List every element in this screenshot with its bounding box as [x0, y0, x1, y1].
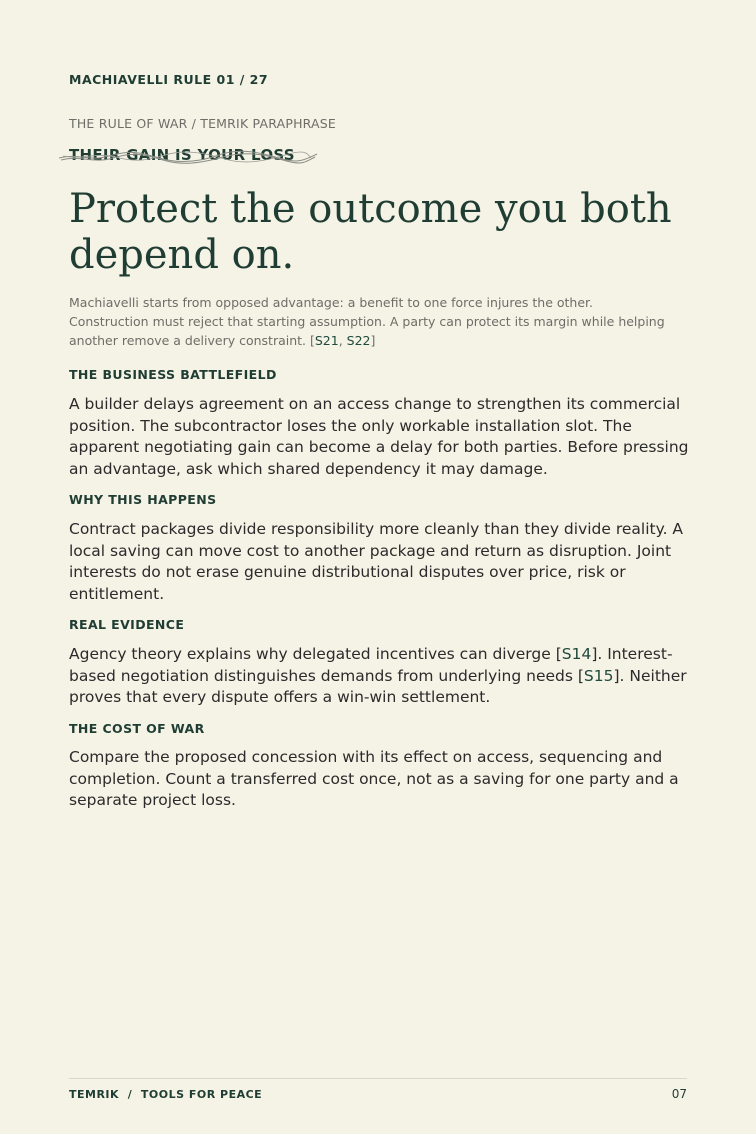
section-heading-cost: THE COST OF WAR [69, 721, 205, 736]
struck-rule [59, 144, 319, 170]
citation-close: ] [370, 333, 376, 348]
footer-divider [69, 1078, 687, 1079]
citation-link[interactable]: S14 [561, 645, 592, 663]
citation-link[interactable]: S21 [314, 333, 339, 348]
scribble-strike-icon [59, 144, 319, 170]
evidence-text-c: ]. Neither proves that every dispute offers a win-win settlement. [69, 666, 687, 707]
rule-kicker: MACHIAVELLI RULE 01 / 27 [69, 72, 269, 87]
section-label: THE RULE OF WAR / TEMRIK PARAPHRASE [69, 116, 337, 131]
section-body-battlefield: A builder delays agreement on an access change to strengthen its commercial position. The subcontractor loses the only workable installation slot. The apparent negotiating gain can become a delay for both parties. Before pressing an advantage, ask which shared dependency it may damage. [69, 395, 689, 479]
citation-link[interactable]: S22 [346, 333, 371, 348]
lede-text: Machiavelli starts from opposed advantage: a benefit to one force injures the other. Construction must reject that starting assumption. A party can protect its margin while helping another remove a delivery constraint. [ [69, 295, 665, 348]
section-body-cost: Compare the proposed concession with its effect on access, sequencing and completion. Count a transferred cost once, not as a saving for one party and a separate project loss. [69, 748, 679, 810]
citation-link[interactable]: S15 [583, 666, 614, 685]
citation-separator: , [338, 333, 347, 348]
footer-brand: TEMRIK / TOOLS FOR PEACE [69, 1088, 263, 1101]
section-heading-evidence: REAL EVIDENCE [69, 617, 185, 632]
section-heading-battlefield: THE BUSINESS BATTLEFIELD [69, 367, 277, 382]
lede-paragraph [69, 293, 669, 350]
struck-rule-text: THEIR GAIN IS YOUR LOSS [69, 146, 295, 164]
page-title: Protect the outcome you both depend on. [69, 186, 672, 278]
section-body-why: Contract packages divide responsibility more cleanly than they divide reality. A local saving can move cost to another package and return as disruption. Joint interests do not erase genuine distributional disputes over price, risk or entitlement. [69, 520, 684, 604]
section-heading-why: WHY THIS HAPPENS [69, 492, 217, 507]
evidence-text-b: ]. Interest-based negotiation distinguishes demands from underlying needs [ [69, 645, 673, 685]
evidence-text-a: Agency theory explains why delegated incentives can diverge [ [69, 645, 562, 663]
section-body-evidence [69, 644, 689, 709]
page-number: 07 [671, 1087, 687, 1101]
